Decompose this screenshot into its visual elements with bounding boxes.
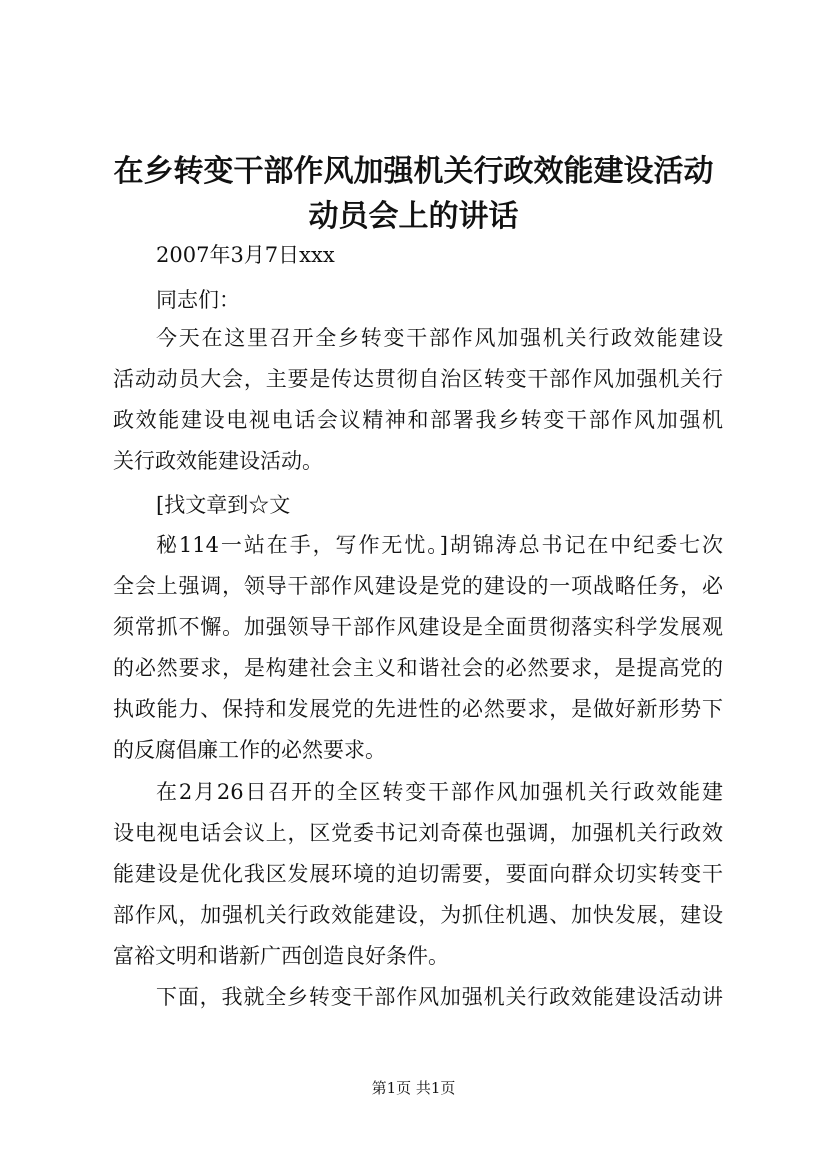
document-title-line-2: 动员会上的讲话 xyxy=(308,199,519,234)
paragraph-line: 的必然要求，是构建社会主义和谐社会的必然要求，是提高党的 xyxy=(113,656,723,680)
paragraph-line: 执政能力、保持和发展党的先进性的必然要求，是做好新形势下 xyxy=(113,697,723,721)
paragraph-line: 设电视电话会议上，区党委书记刘奇葆也强调，加强机关行政效 xyxy=(113,821,723,845)
paragraph-line: 秘114一站在手，写作无忧。]胡锦涛总书记在中纪委七次 xyxy=(156,533,723,557)
paragraph-line: 活动动员大会，主要是传达贯彻自治区转变干部作风加强机关行 xyxy=(113,367,723,391)
document-title-line-1: 在乡转变干部作风加强机关行政效能建设活动 xyxy=(113,154,714,189)
paragraph-line: 富裕文明和谐新广西创造良好条件。 xyxy=(113,944,449,968)
paragraph-line: 下面，我就全乡转变干部作风加强机关行政效能建设活动讲 xyxy=(156,985,723,1009)
paragraph-line: 今天在这里召开全乡转变干部作风加强机关行政效能建设 xyxy=(156,326,723,350)
paragraph-line: 关行政效能建设活动。 xyxy=(113,449,323,473)
paragraph-line: 在2月26日召开的全区转变干部作风加强机关行政效能建 xyxy=(156,780,723,804)
paragraph-line: 的反腐倡廉工作的必然要求。 xyxy=(113,738,386,762)
paragraph-line: [找文章到☆文 xyxy=(156,493,291,517)
paragraph-line: 须常抓不懈。加强领导干部作风建设是全面贯彻落实科学发展观 xyxy=(113,615,723,639)
paragraph-line: 全会上强调，领导干部作风建设是党的建设的一项战略任务，必 xyxy=(113,574,723,598)
salutation-line: 同志们： xyxy=(156,288,240,312)
date-author-line: 2007年3月7日xxx xyxy=(156,243,335,267)
paragraph-line: 政效能建设电视电话会议精神和部署我乡转变干部作风加强机 xyxy=(113,408,723,432)
page-footer: 第1页 共1页 xyxy=(371,1079,456,1097)
paragraph-line: 能建设是优化我区发展环境的迫切需要，要面向群众切实转变干 xyxy=(113,862,723,886)
paragraph-line: 部作风，加强机关行政效能建设，为抓住机遇、加快发展，建设 xyxy=(113,903,723,927)
